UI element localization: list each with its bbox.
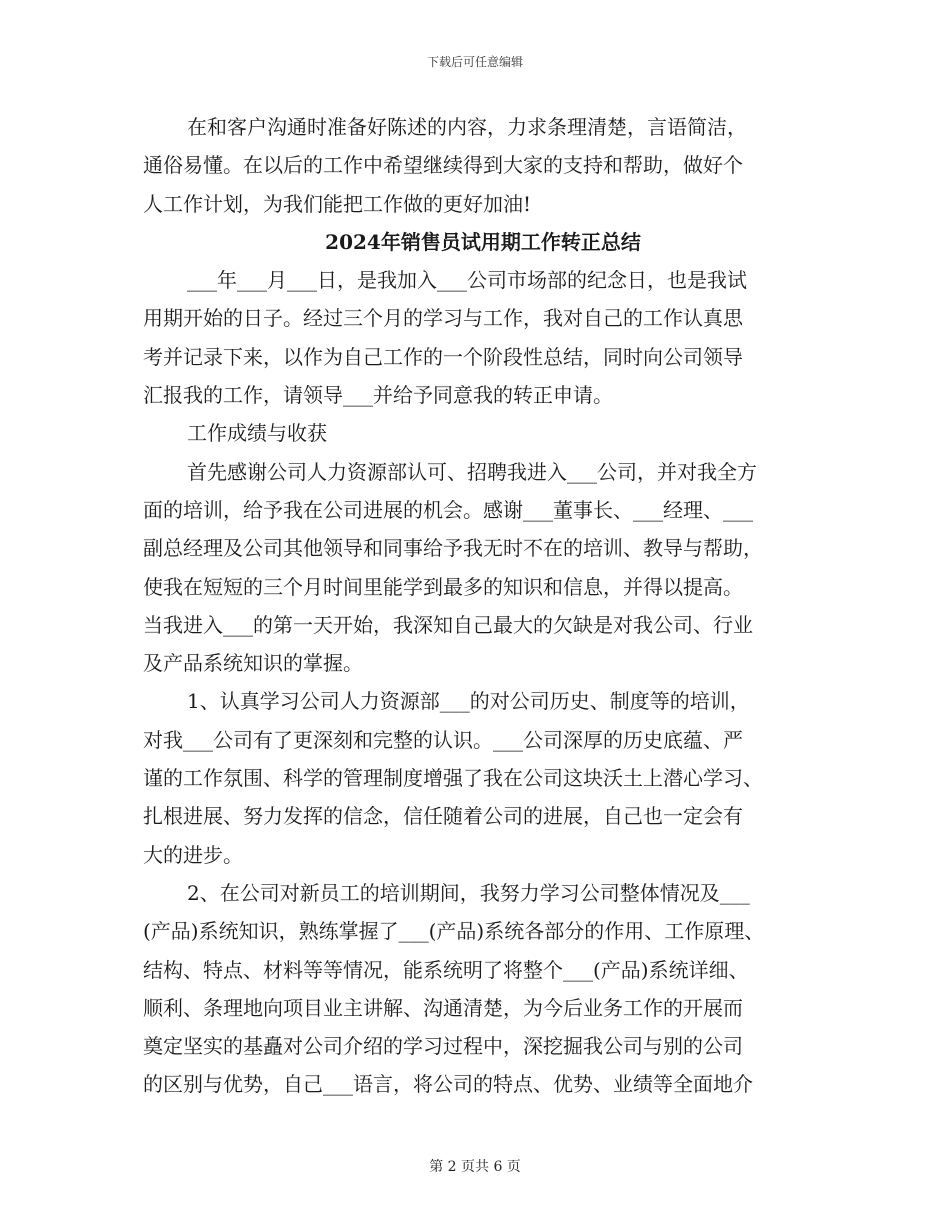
subheading: 工作成绩与收获 (187, 421, 327, 446)
body-line: 使我在短短的三个月时间里能学到最多的知识和信息，并得以提高。 (143, 574, 743, 599)
body-line: 汇报我的工作，请领导___并给予同意我的转正申请。 (143, 383, 613, 408)
body-line: 面的培训，给予我在公司进展的机会。感谢___董事长、___经理、___ (143, 497, 753, 522)
body-line: 用期开始的日子。经过三个月的学习与工作，我对自己的工作认真思 (143, 306, 743, 331)
body-line: 对我___公司有了更深刻和完整的认识。___公司深厚的历史底蕴、严 (143, 727, 743, 752)
body-line: 顺利、条理地向项目业主讲解、沟通清楚，为今后业务工作的开展而 (143, 995, 743, 1020)
body-line: 在和客户沟通时准备好陈述的内容，力求条理清楚，言语简洁， (187, 115, 747, 139)
body-line: 大的进步。 (143, 842, 243, 867)
body-line: (产品)系统知识，熟练掌握了___(产品)系统各部分的作用、工作原理、 (143, 919, 765, 944)
body-line: 副总经理及公司其他领导和同事给予我无时不在的培训、教导与帮助， (143, 536, 763, 561)
document-body (143, 108, 823, 1104)
body-line: 谨的工作氛围、科学的管理制度增强了我在公司这块沃土上潜心学习、 (143, 766, 763, 791)
body-line: 当我进入___的第一天开始，我深知自己最大的欠缺是对我公司、行业 (143, 612, 753, 637)
body-line: ___年___月___日，是我加入___公司市场部的纪念日，也是我试 (187, 268, 747, 293)
body-line: 人工作计划，为我们能把工作做的更好加油! (143, 191, 532, 216)
body-line: 的区别与优势，自己___语言，将公司的特点、优势、业绩等全面地介 (143, 1072, 753, 1097)
body-line: 2、在公司对新员工的培训期间，我努力学习公司整体情况及___ (187, 880, 750, 905)
body-line: 及产品系统知识的掌握。 (143, 651, 363, 676)
page-footer: 第 2 页共 6 页 (429, 1159, 521, 1175)
body-line: 结构、特点、材料等等情况，能系统明了将整个___(产品)系统详细、 (143, 957, 749, 982)
section-title: 2024年销售员试用期工作转正总结 (325, 229, 641, 254)
body-line: 扎根进展、努力发挥的信念，信任随着公司的进展，自己也一定会有 (143, 804, 743, 829)
body-line: 1、认真学习公司人力资源部___的对公司历史、制度等的培训， (187, 689, 750, 714)
body-line: 通俗易懂。在以后的工作中希望继续得到大家的支持和帮助，做好个 (143, 153, 743, 178)
body-line: 考并记录下来，以作为自己工作的一个阶段性总结，同时向公司领导 (143, 344, 743, 369)
body-line: 奠定坚实的基矗对公司介绍的学习过程中，深挖掘我公司与别的公司 (143, 1034, 743, 1059)
page-header: 下载后可任意编辑 (426, 55, 523, 69)
body-line: 首先感谢公司人力资源部认可、招聘我进入___公司，并对我全方 (187, 459, 757, 484)
